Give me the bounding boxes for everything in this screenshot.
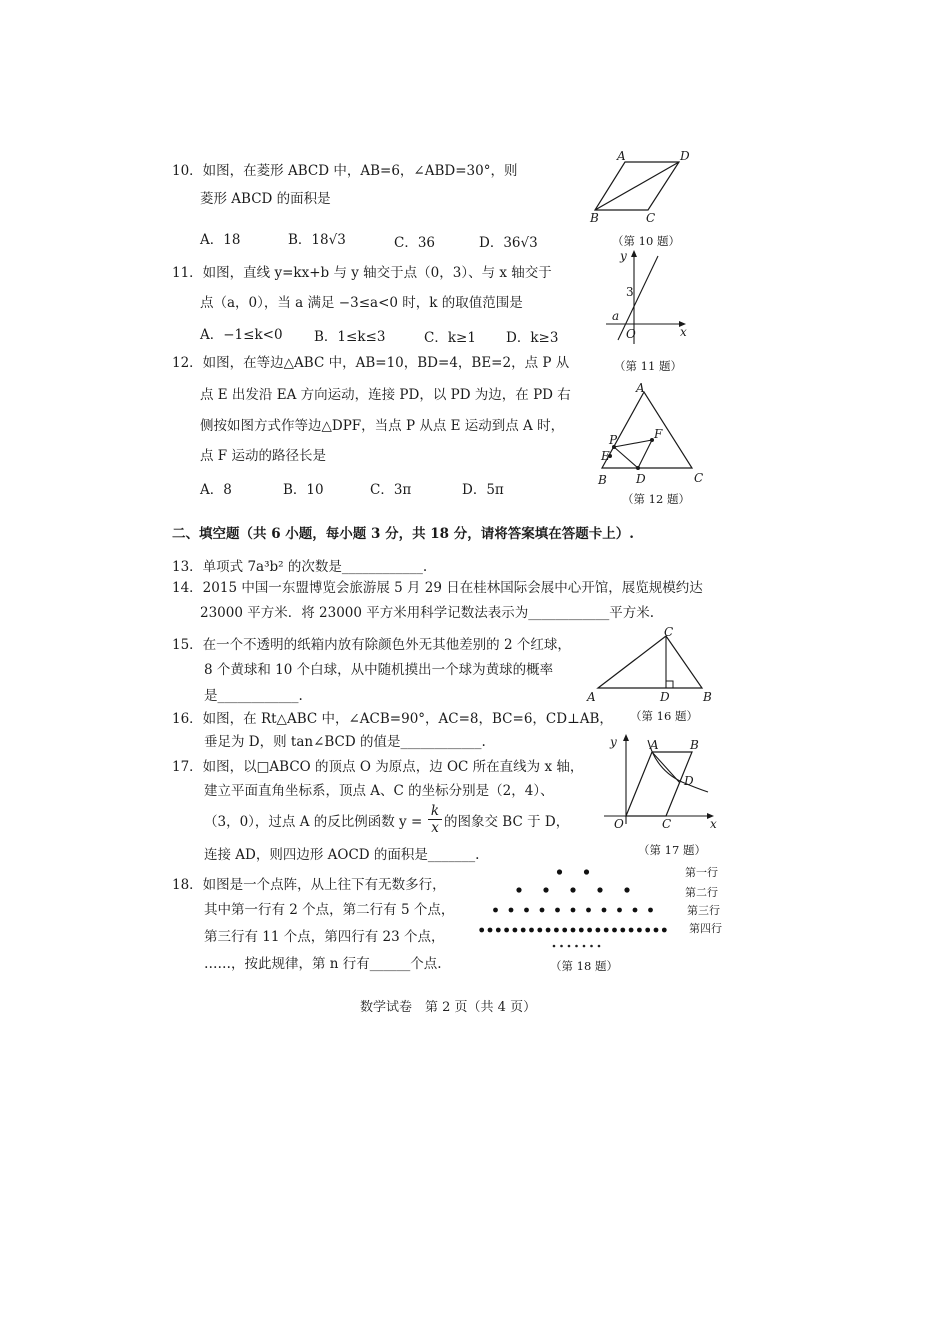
dot-row-2 — [597, 887, 602, 892]
q12-line3: 侧按如图方式作等边△DPF，当点 P 从点 E 运动到点 A 时， — [200, 418, 565, 434]
dot-row-4 — [579, 928, 584, 933]
row-label-3: 第三行 — [687, 904, 720, 917]
right-angle-mark — [666, 681, 673, 688]
fraction-numerator: k — [430, 803, 440, 819]
dot-row-2 — [543, 887, 548, 892]
dot-row-4 — [529, 928, 534, 933]
row-label-4: 第四行 — [689, 922, 722, 935]
dot-row-4 — [562, 928, 567, 933]
q12-option-b: B．10 — [283, 482, 324, 498]
dot-row-1 — [557, 869, 562, 874]
dot-row-4 — [513, 928, 518, 933]
fraction-denominator: x — [428, 819, 442, 836]
label-y: y — [610, 735, 617, 749]
q18-line1: 18．如图是一个点阵，从上往下有无数多行， — [172, 877, 446, 893]
q18-line3: 第三行有 11 个点，第四行有 23 个点， — [204, 929, 445, 945]
label-c: C — [694, 471, 704, 485]
label-a: A — [650, 738, 659, 752]
label-p: P — [609, 433, 618, 447]
dot-row-4 — [645, 928, 650, 933]
label-e: E — [601, 449, 610, 463]
q12-caption: （第 12 题） — [622, 492, 690, 506]
q17-line3b: 的图象交 BC 于 D， — [444, 814, 570, 830]
q17-figure-coordinate — [600, 730, 720, 835]
q15-line3: 是____________. — [204, 688, 303, 704]
q16-line2: 垂足为 D，则 tan∠BCD 的值是____________. — [204, 734, 486, 750]
row-label-2: 第二行 — [685, 886, 718, 899]
q11-option-a: A．−1≤k<0 — [200, 327, 283, 343]
label-a: a — [612, 309, 620, 323]
label-a: A — [636, 381, 645, 395]
q10-option-c: C．36 — [394, 235, 436, 251]
q11-option-d: D．k≥3 — [506, 330, 559, 346]
dot-continuation — [568, 945, 571, 948]
label-c: C — [662, 817, 672, 831]
row-label-1: 第一行 — [685, 866, 718, 879]
label-b: B — [703, 690, 712, 704]
dot-row-4 — [488, 928, 493, 933]
dot-row-4 — [479, 928, 484, 933]
q11-caption: （第 11 题） — [614, 359, 682, 373]
dot-row-1 — [584, 869, 589, 874]
q16-line1: 16．如图，在 Rt△ABC 中，∠ACB=90°，AC=8，BC=6，CD⊥AB， — [172, 711, 613, 727]
dot-row-3 — [648, 908, 653, 913]
q12-option-a: A．8 — [200, 482, 232, 498]
parallelogram-abco — [626, 752, 692, 816]
q14-line2: 23000 平方米．将 23000 平方米用科学记数法表示为____________平方米. — [200, 605, 655, 621]
label-d: D — [680, 149, 690, 163]
line-y-kx-b — [618, 256, 658, 340]
dot-row-4 — [587, 928, 592, 933]
q12-figure-triangle — [592, 380, 712, 490]
segment-fd — [638, 440, 652, 468]
triangle-abc — [602, 392, 692, 468]
dot-row-4 — [637, 928, 642, 933]
q18-caption: （第 18 题） — [550, 959, 618, 973]
dot-row-3 — [509, 908, 514, 913]
label-three: 3 — [626, 285, 634, 299]
dot-row-3 — [524, 908, 529, 913]
q17-line3a: （3，0），过点 A 的反比例函数 y = — [204, 814, 423, 830]
dot-continuation — [598, 945, 601, 948]
q12-line1: 12．如图，在等边△ABC 中，AB=10，BD=4，BE=2，点 P 从 — [172, 355, 570, 371]
page-footer: 数学试卷 第 2 页（共 4 页） — [360, 1000, 537, 1015]
dot-row-4 — [521, 928, 526, 933]
dot-continuation — [583, 945, 586, 948]
dot-row-2 — [570, 887, 575, 892]
q13-line1: 13．单项式 7a³b² 的次数是____________. — [172, 559, 428, 575]
dot-row-4 — [537, 928, 542, 933]
segment-pd — [614, 447, 638, 468]
triangle-abc — [598, 636, 702, 688]
q10-line2: 菱形 ABCD 的面积是 — [200, 191, 331, 207]
dot-row-3 — [540, 908, 545, 913]
dot-row-4 — [596, 928, 601, 933]
label-d: D — [684, 774, 694, 788]
q18-line2: 其中第一行有 2 个点，第二行有 5 个点， — [204, 902, 455, 918]
label-o: O — [614, 817, 624, 831]
q10-line1: 10．如图，在菱形 ABCD 中，AB=6，∠ABD=30°，则 — [172, 163, 518, 179]
q10-figure-rhombus — [585, 148, 695, 233]
q17-line2: 建立平面直角坐标系，顶点 A、C 的坐标分别是（2，4）、 — [204, 783, 554, 799]
q18-line4: ……，按此规律，第 n 行有______个点. — [204, 956, 442, 972]
label-c: C — [664, 625, 674, 639]
dot-row-4 — [604, 928, 609, 933]
q11-line2: 点（a，0），当 a 满足 −3≤a<0 时，k 的取值范围是 — [200, 295, 523, 311]
dot-row-3 — [617, 908, 622, 913]
dot-row-4 — [620, 928, 625, 933]
label-o: O — [626, 327, 636, 341]
dot-row-4 — [546, 928, 551, 933]
point-d — [636, 466, 640, 470]
label-d: D — [660, 690, 670, 704]
dot-row-3 — [602, 908, 607, 913]
dot-row-2 — [624, 887, 629, 892]
diagonal-bd — [595, 162, 679, 210]
dot-row-4 — [496, 928, 501, 933]
dot-continuation — [560, 945, 563, 948]
q14-line1: 14．2015 中国一东盟博览会旅游展 5 月 29 日在桂林国际会展中心开馆，展览规模约达 — [172, 580, 703, 596]
dot-continuation — [553, 945, 556, 948]
q11-figure-line — [598, 248, 698, 348]
dot-row-3 — [493, 908, 498, 913]
q11-option-c: C．k≥1 — [424, 330, 476, 346]
q18-dot-array — [470, 862, 690, 952]
dot-continuation — [590, 945, 593, 948]
q17-caption: （第 17 题） — [638, 843, 706, 857]
q10-option-d: D．36√3 — [479, 235, 538, 251]
label-f: F — [654, 427, 663, 441]
q17-fraction — [428, 803, 442, 836]
dot-row-3 — [633, 908, 638, 913]
dot-continuation — [575, 945, 578, 948]
q15-line2: 8 个黄球和 10 个白球，从中随机摸出一个球为黄球的概率 — [204, 662, 554, 678]
dot-row-4 — [654, 928, 659, 933]
q15-line1: 15．在一个不透明的纸箱内放有除颜色外无其他差别的 2 个红球， — [172, 637, 571, 653]
dot-row-3 — [571, 908, 576, 913]
q12-line2: 点 E 出发沿 EA 方向运动，连接 PD，以 PD 为边，在 PD 右 — [200, 387, 571, 403]
q10-option-a: A．18 — [200, 232, 241, 248]
dot-row-4 — [554, 928, 559, 933]
label-c: C — [646, 211, 656, 225]
dot-row-4 — [504, 928, 509, 933]
q12-option-c: C．3π — [370, 482, 412, 498]
dot-row-2 — [516, 887, 521, 892]
dot-row-3 — [555, 908, 560, 913]
q10-caption: （第 10 题） — [612, 234, 680, 248]
dot-row-4 — [612, 928, 617, 933]
q17-line4: 连接 AD，则四边形 AOCD 的面积是_______. — [204, 847, 480, 863]
label-b: B — [590, 211, 599, 225]
label-a: A — [617, 149, 626, 163]
dot-row-4 — [629, 928, 634, 933]
label-b: B — [690, 738, 699, 752]
q12-line4: 点 F 运动的路径长是 — [200, 448, 326, 464]
label-x: x — [710, 817, 717, 831]
y-axis-arrow — [631, 250, 637, 257]
segment-pf — [614, 440, 652, 447]
q17-line1: 17．如图，以□ABCO 的顶点 O 为原点，边 OC 所在直线为 x 轴， — [172, 759, 584, 775]
dot-row-3 — [586, 908, 591, 913]
label-d: D — [636, 472, 646, 486]
q11-option-b: B．1≤k≤3 — [314, 329, 386, 345]
label-y: y — [620, 249, 627, 263]
q10-option-b: B．18√3 — [288, 232, 346, 248]
q11-line1: 11．如图，直线 y=kx+b 与 y 轴交于点（0，3）、与 x 轴交于 — [172, 265, 552, 281]
label-b: B — [598, 473, 607, 487]
label-a: A — [587, 690, 596, 704]
label-x: x — [680, 325, 687, 339]
q12-option-d: D．5π — [462, 482, 504, 498]
dot-row-4 — [662, 928, 667, 933]
y-axis-arrow — [623, 734, 629, 741]
q16-caption: （第 16 题） — [630, 709, 698, 723]
q16-figure-right-triangle — [584, 624, 714, 706]
section-title: 二、填空题（共 6 小题，每小题 3 分，共 18 分，请将答案填在答题卡上）. — [172, 526, 634, 542]
dot-row-4 — [571, 928, 576, 933]
